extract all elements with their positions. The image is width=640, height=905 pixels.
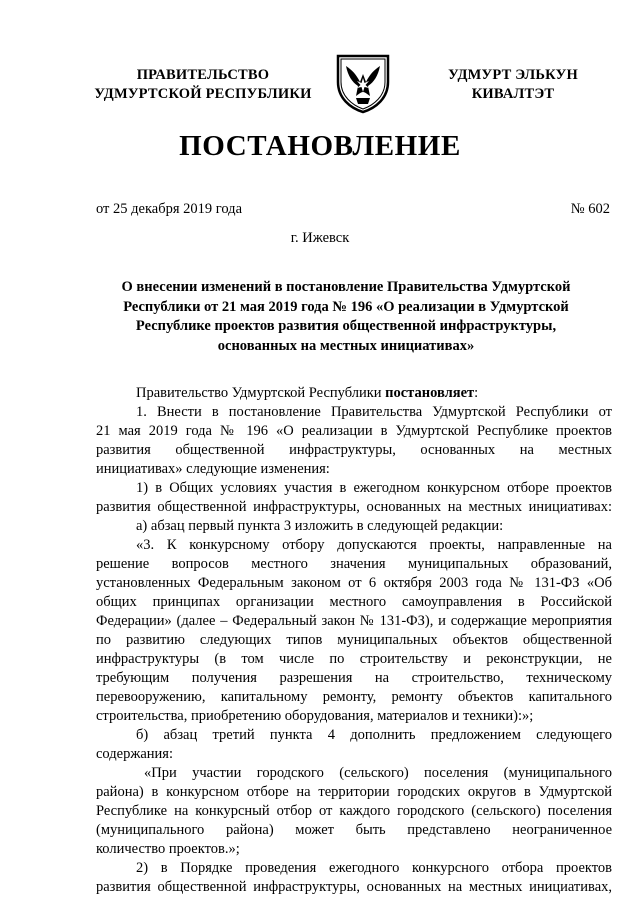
body-line: 1. Внести в постановление Правительства Удмуртской Республики от	[136, 404, 612, 420]
body-line: 21 мая 2019 года № 196 «О реализации в Удмуртской Республике проектов	[96, 423, 612, 439]
body-line: требующим получения разрешения на строительство, техническому	[96, 670, 612, 686]
header-left	[86, 66, 320, 104]
udmurt-coat-of-arms-icon	[334, 52, 392, 114]
body-line: Федерации» (далее – Федеральный закон № 131-ФЗ), и содержащие мероприятия	[96, 613, 612, 629]
body-line: инициативах» следующие изменения:	[96, 461, 330, 477]
document-date: от 25 декабря 2019 года	[96, 201, 242, 217]
body-line: строительства, приобретению оборудования, материалов и техники):»;	[96, 708, 534, 724]
document-title: ПОСТАНОВЛЕНИЕ	[179, 130, 461, 162]
document-body	[96, 384, 612, 897]
body-line: развития общественной инфраструктуры, основанных на местных инициативах,	[96, 879, 612, 895]
body-line: развития общественной инфраструктуры, основанных на местных инициативах:	[96, 499, 612, 515]
heading-line: Республике проектов развития общественной инфраструктуры,	[135, 318, 557, 334]
body-line: б) абзац третий пункта 4 дополнить предложением следующего	[136, 727, 612, 743]
body-line: Республике на конкурсный отбор от каждого городского (сельского) поселения	[96, 803, 612, 819]
body-line: количество проектов.»;	[96, 841, 240, 857]
body-line: решение вопросов местного значения муниципальных образований,	[96, 556, 612, 572]
header-right-line2: КИВАЛТЭТ	[471, 86, 555, 102]
intro-text: Правительство Удмуртской Республики	[136, 385, 386, 401]
intro-paragraph	[96, 384, 612, 403]
body-line: «При участии городского (сельского) поселения (муниципального	[144, 765, 612, 781]
body-line: 2) в Порядке проведения ежегодного конкурсного отбора проектов	[136, 860, 612, 876]
body-line: развития общественной инфраструктуры, основанных на местных	[96, 442, 612, 458]
heading-line: Республики от 21 мая 2019 года № 196 «О реализации в Удмуртской	[123, 298, 569, 315]
body-line: установленных Федеральным законом от 6 октября 2003 года № 131-ФЗ «Об	[96, 575, 612, 591]
body-line: 1) в Общих условиях участия в ежегодном конкурсном отборе проектов	[136, 480, 612, 496]
body-line: района) в конкурсном отборе на территории городских округов в Удмуртской	[96, 784, 612, 800]
body-line: «3. К конкурсному отбору допускаются проекты, направленные на	[136, 537, 612, 553]
header-right-line1: УДМУРТ ЭЛЬКУН	[448, 67, 578, 83]
body-line: (муниципального района) может быть представлено неограниченное	[96, 822, 612, 838]
body-line: инфраструктуры (в том числе по строительству и реконструкции, не	[96, 651, 612, 667]
document-city: г. Ижевск	[290, 230, 350, 246]
body-line: содержания:	[96, 746, 174, 762]
body-line: перевооружению, капитальному ремонту, ремонту объектов капитального	[96, 689, 612, 705]
body-line: а) абзац первый пункта 3 изложить в следующей редакции:	[136, 518, 504, 534]
heading-line: основанных на местных инициативах»	[217, 337, 475, 354]
body-line: по развитию следующих типов муниципальных объектов общественной	[96, 632, 612, 648]
header-left-line1: ПРАВИТЕЛЬСТВО	[136, 67, 270, 83]
heading-line: О внесении изменений в постановление Правительства Удмуртской	[121, 279, 571, 295]
document-heading	[96, 278, 596, 356]
document-number: № 602	[570, 201, 610, 217]
intro-bold: постановляет	[385, 385, 475, 401]
header-right	[425, 66, 601, 104]
header-left-line2: УДМУРТСКОЙ РЕСПУБЛИКИ	[94, 86, 312, 102]
body-line: общих принципах организации местного самоуправления в Российской	[96, 594, 612, 610]
intro-colon: :	[474, 385, 479, 401]
